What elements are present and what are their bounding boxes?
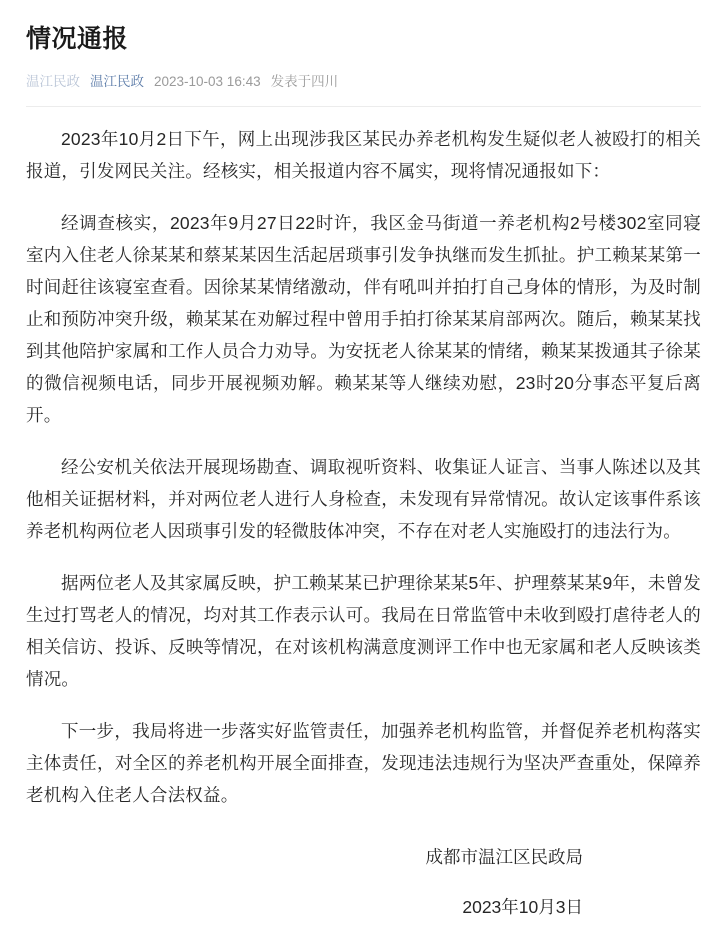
meta-source: 温江民政 <box>26 74 80 89</box>
article-paragraph: 经公安机关依法开展现场勘查、调取视听资料、收集证人证言、当事人陈述以及其他相关证据材料，并对两位老人进行人身检查，未发现有异常情况。故认定该事件系该养老机构两位老人因琐事引发的轻微肢体冲突，不存在对老人实施殴打的违法行为。 <box>26 457 701 541</box>
article-paragraph: 经调查核实，2023年9月27日22时许，我区金马街道一养老机构2号楼302室同寝室内入住老人徐某某和蔡某某因生活起居琐事引发争执继而发生抓扯。护工赖某某第一时间赶往该寝室查看。因徐某某情绪激动，伴有吼叫并拍打自己身体的情形，为及时制止和预防冲突升级，赖某某在劝解过程中曾用手拍打徐某某肩部两次。随后，赖某某找到其他陪护家属和工作人员合力劝导。为安抚老人徐某某的情绪，赖某某拨通其子徐某的微信视频电话，同步开展视频劝解。赖某某等人继续劝慰，23时20分事态平复后离开。 <box>26 213 701 425</box>
article-signature: 成都市温江区民政局 <box>425 847 583 867</box>
page-title: 情况通报 <box>26 25 129 53</box>
header-divider <box>26 106 701 107</box>
meta-datetime: 2023-10-03 16:43 <box>154 74 261 89</box>
article-paragraph: 据两位老人及其家属反映，护工赖某某已护理徐某某5年、护理蔡某某9年，未曾发生过打骂老人的情况，均对其工作表示认可。我局在日常监管中未收到殴打虐待老人的相关信访、投诉、反映等情况，在对该机构满意度测评工作中也无家属和老人反映该类情况。 <box>26 573 701 689</box>
article-paragraph: 下一步，我局将进一步落实好监管责任，加强养老机构监管，并督促养老机构落实主体责任，对全区的养老机构开展全面排查，发现违法违规行为坚决严查重处，保障养老机构入住老人合法权益。 <box>26 721 701 805</box>
article-body <box>26 123 701 811</box>
article-sign-date: 2023年10月3日 <box>462 897 583 917</box>
article-paragraph: 2023年10月2日下午，网上出现涉我区某民办养老机构发生疑似老人被殴打的相关报道，引发网民关注。经核实，相关报道内容不属实，现将情况通报如下： <box>26 129 701 181</box>
meta-account-link[interactable]: 温江民政 <box>90 74 144 89</box>
article-meta <box>26 72 701 92</box>
meta-location: 发表于四川 <box>270 74 339 89</box>
